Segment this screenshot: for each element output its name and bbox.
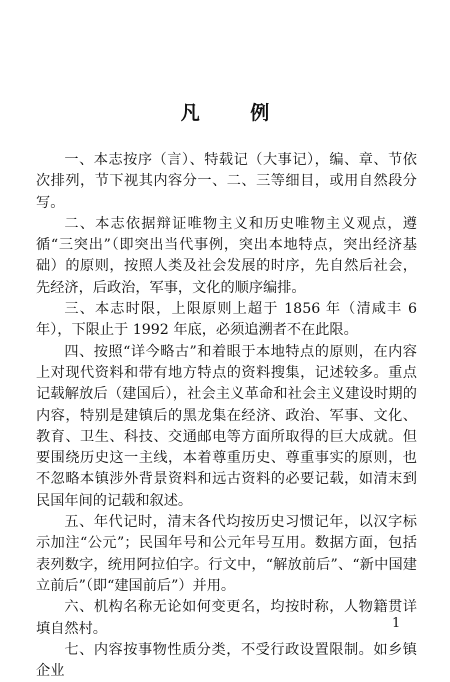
paragraph-7: 七、内容按事物性质分类，不受行政设置限制。如乡镇企业 (36, 641, 417, 680)
paragraph-5: 五、年代记时，清末各代均按历史习惯记年，以汉字标示加注“公元”；民国年号和公元年号互用。数据方面，包括表列数字，统用阿拉伯字。行文中，“解放前后”、“新中国建立前后”（即“建国前后”）并用。 (36, 514, 417, 594)
paragraph-3: 三、本志时限，上限原则上超于 1856 年（清咸丰 6 年），下限止于 1992 年底，必须追溯者不在此限。 (36, 301, 417, 339)
body-text (36, 150, 417, 682)
page-title: 凡 例 (180, 102, 292, 124)
paragraph-1: 一、本志按序（言）、特载记（大事记），编、章、节依次排列，节下视其内容分一、二、三等细目，或用自然段分写。 (36, 152, 417, 211)
paragraph-2: 二、本志依据辩证唯物主义和历史唯物主义观点，遵循“三突出”（即突出当代事例，突出本地特点，突出经济基础）的原则，按照人类及社会发展的时序，先自然后社会，先经济，后政治，军事，文化的顺序编排。 (36, 215, 417, 296)
page-number: 1 (392, 616, 401, 631)
paragraph-4: 四、按照“详今略古”和着眼于本地特点的原则，在内容上对现代资料和带有地方特点的资料搜集，记述较多。重点记载解放后（建国后），社会主义革命和社会主义建设时期的内容，特别是建镇后的黑龙集在经济、政治、军事、文化、教育、卫生、科技、交通邮电等方面所取得的巨大成就。但要围绕历史这一主线，本着尊重历史、尊重事实的原则，也不忽略本镇涉外背景资料和远古资料的必要记载，如清末到民国年间的记载和叙述。 (36, 343, 417, 509)
paragraph-6: 六、机构名称无论如何变更名，均按时称，人物籍贯详填自然村。 (36, 599, 417, 637)
